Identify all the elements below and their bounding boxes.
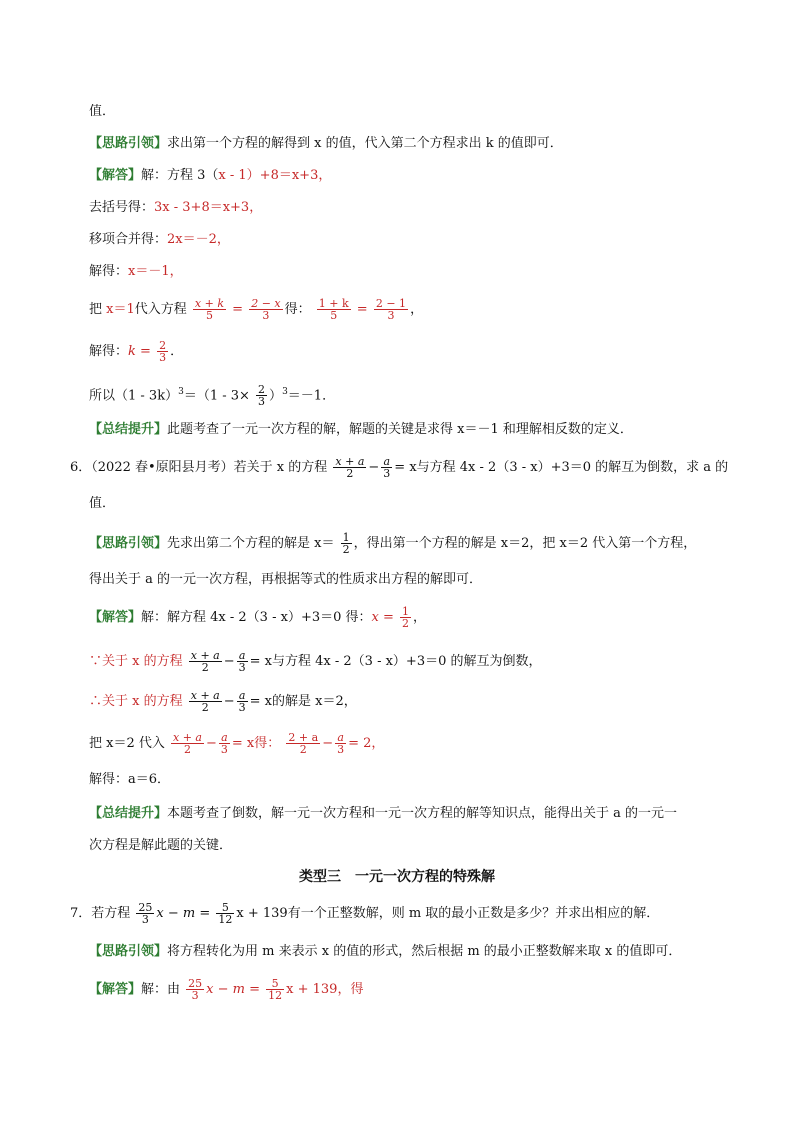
fraction: $\frac{2 + a}{2}$	[288, 731, 319, 756]
p5-step5	[89, 340, 734, 363]
fraction: $\frac{2 - 1}{3}$	[375, 297, 407, 322]
p6-step2-b: = x的解是 x＝2，	[249, 694, 357, 709]
p6-step2-a: ∴关于 x 的方程	[89, 694, 183, 709]
superscript: 3	[282, 387, 288, 397]
p5-step6-a: 所以（1 - 3k）	[89, 388, 179, 404]
p5-step3-expr: x＝－1，	[128, 264, 183, 279]
superscript: 3	[178, 387, 184, 397]
equals-sign: =	[232, 302, 244, 317]
p5-step5-label: 解得：	[89, 344, 129, 359]
p5-answer-expr: x - 1）+8＝x+3，	[218, 168, 332, 183]
fraction: $\frac{a}{3}$	[337, 731, 345, 756]
p7-answer-line	[89, 978, 734, 1001]
p6-summary-a: 本题考查了倒数，解一元一次方程和一元一次方程的解等知识点，能得出关于 a 的一元一	[167, 806, 678, 821]
p6-answer-b: x =	[371, 610, 394, 625]
p7-answer-b: x − m =	[206, 982, 261, 997]
p7-answer-c: x + 139，得	[286, 982, 364, 997]
p6-step3	[89, 732, 734, 755]
p7-answer-a: 解：由	[141, 982, 181, 997]
minus-sign: −	[223, 694, 235, 709]
p5-summary-line	[89, 420, 734, 440]
fraction: $\frac{a}{3}$	[383, 455, 391, 480]
p7-hint-line	[89, 942, 734, 962]
fraction: $\frac{a}{3}$	[238, 689, 246, 714]
minus-sign: −	[223, 654, 235, 669]
p5-step6-c: ）	[269, 388, 283, 404]
answer-tag: 【解答】	[89, 168, 142, 183]
p6-summary-line2: 次方程是解此题的关键．	[89, 838, 233, 853]
fraction: $\frac{1 + k}{5}$	[318, 297, 349, 322]
fraction: $\frac{x + a}{2}$	[190, 689, 220, 714]
answer-tag: 【解答】	[89, 610, 142, 625]
p6-question-line1	[70, 456, 734, 479]
p5-step6-b: ＝（1 - 3×	[183, 388, 250, 404]
p7-hint-text: 将方程转化为用 m 来表示 x 的值的形式，然后根据 m 的最小正整数解来取 x 的值即可．	[167, 944, 682, 959]
minus-sign: −	[368, 460, 380, 475]
p6-step1-a: ∵关于 x 的方程	[89, 654, 183, 669]
p5-step1-label: 去括号得：	[89, 200, 155, 215]
fraction: $\frac{25}{3}$	[138, 901, 153, 926]
p5-answer-line	[89, 166, 734, 186]
p5-step3	[89, 262, 734, 282]
summary-tag: 【总结提升】	[89, 806, 168, 821]
p5-step2	[89, 230, 734, 250]
p6-step1-b: = x与方程 4x - 2（3 - x）+3＝0 的解互为倒数，	[249, 654, 542, 669]
p6-step2	[89, 690, 734, 713]
equals-sign: =	[356, 302, 368, 317]
p6-hint-line1	[89, 532, 734, 555]
p5-step4-a: 把	[89, 302, 103, 317]
p7-question-b: x − m =	[156, 906, 211, 921]
p5-step3-label: 解得：	[89, 264, 129, 279]
fraction: $\frac{5}{12}$	[268, 977, 283, 1002]
p5-step4-b: x＝1	[106, 302, 135, 317]
minus-sign: −	[322, 736, 334, 751]
fraction: $\frac{x + a}{2}$	[335, 455, 365, 480]
fraction: $\frac{25}{3}$	[188, 977, 203, 1002]
p5-step2-label: 移项合并得：	[89, 232, 168, 247]
p5-step4-d: 得：	[284, 302, 311, 317]
fraction: $\frac{2 - x}{3}$	[251, 297, 281, 322]
p6-step1	[89, 650, 734, 673]
fraction: $\frac{2}{3}$	[258, 383, 266, 409]
p5-step1	[89, 198, 734, 218]
p5-continuation: 值．	[89, 104, 116, 119]
minus-sign: −	[206, 736, 217, 751]
p6-hint-b: ，得出第一个方程的解是 x＝2，把 x＝2 代入第一个方程，	[353, 536, 697, 551]
comma: ，	[410, 302, 424, 317]
fraction: $\frac{1}{2}$	[402, 605, 410, 630]
hint-tag: 【思路引领】	[89, 944, 168, 959]
p6-question-a: 6．（2022 春•原阳县月考）若关于 x 的方程	[70, 460, 328, 475]
p7-question	[70, 902, 734, 925]
fraction: $\frac{2}{3}$	[159, 339, 167, 364]
p5-step4-c: 代入方程	[134, 302, 187, 317]
p6-step4: 解得：a＝6．	[89, 772, 171, 787]
p6-summary-line1	[89, 804, 734, 824]
p6-answer-c: ，	[413, 610, 427, 625]
p7-question-a: 7．若方程	[70, 906, 131, 921]
fraction: $\frac{x + k}{5}$	[194, 297, 225, 322]
fraction: $\frac{x + a}{2}$	[190, 649, 220, 674]
p5-step4	[89, 298, 734, 321]
section-heading: 类型三 一元一次方程的特殊解	[299, 869, 495, 885]
p5-hint-line	[89, 134, 734, 154]
p6-answer-a: 解：解方程 4x - 2（3 - x）+3＝0 得：	[141, 610, 372, 625]
p5-step2-expr: 2x＝－2，	[167, 232, 230, 247]
p5-answer-lead: 解：方程 3（	[141, 168, 219, 183]
p5-hint-text: 求出第一个方程的解得到 x 的值，代入第二个方程求出 k 的值即可．	[167, 136, 563, 151]
p5-step1-expr: 3x - 3+8＝x+3，	[154, 200, 263, 215]
period: ．	[170, 344, 184, 359]
fraction: $\frac{x + a}{2}$	[173, 731, 202, 756]
p6-hint-line2: 得出关于 a 的一元一次方程，再根据等式的性质求出方程的解即可．	[89, 572, 483, 587]
p6-hint-a: 先求出第二个方程的解是 x＝	[167, 536, 335, 551]
fraction: $\frac{5}{12}$	[218, 901, 233, 926]
p6-step3-b: = x得：	[231, 736, 281, 751]
p5-summary-text: 此题考查了一元一次方程的解，解题的关键是求得 x＝－1 和理解相反数的定义．	[167, 422, 633, 437]
p5-step6	[89, 382, 734, 407]
p6-step3-c: = 2，	[348, 736, 385, 751]
answer-tag: 【解答】	[89, 982, 142, 997]
summary-tag: 【总结提升】	[89, 422, 168, 437]
p7-question-c: x + 139有一个正整数解，则 m 取的最小正数是多少？并求出相应的解．	[236, 906, 660, 921]
hint-tag: 【思路引领】	[89, 536, 168, 551]
p6-question-line2: 值．	[89, 496, 116, 511]
p6-answer-line	[89, 606, 734, 629]
fraction: $\frac{1}{2}$	[342, 531, 350, 556]
p6-question-b: = x与方程 4x - 2（3 - x）+3＝0 的解互为倒数，求 a 的	[394, 460, 729, 475]
fraction: $\frac{a}{3}$	[238, 649, 246, 674]
fraction: $\frac{a}{3}$	[220, 731, 228, 756]
p5-step5-expr: k =	[128, 344, 151, 359]
hint-tag: 【思路引领】	[89, 136, 168, 151]
p5-step6-d: ＝－1．	[287, 388, 336, 404]
p6-step3-a: 把 x＝2 代入	[89, 736, 165, 751]
